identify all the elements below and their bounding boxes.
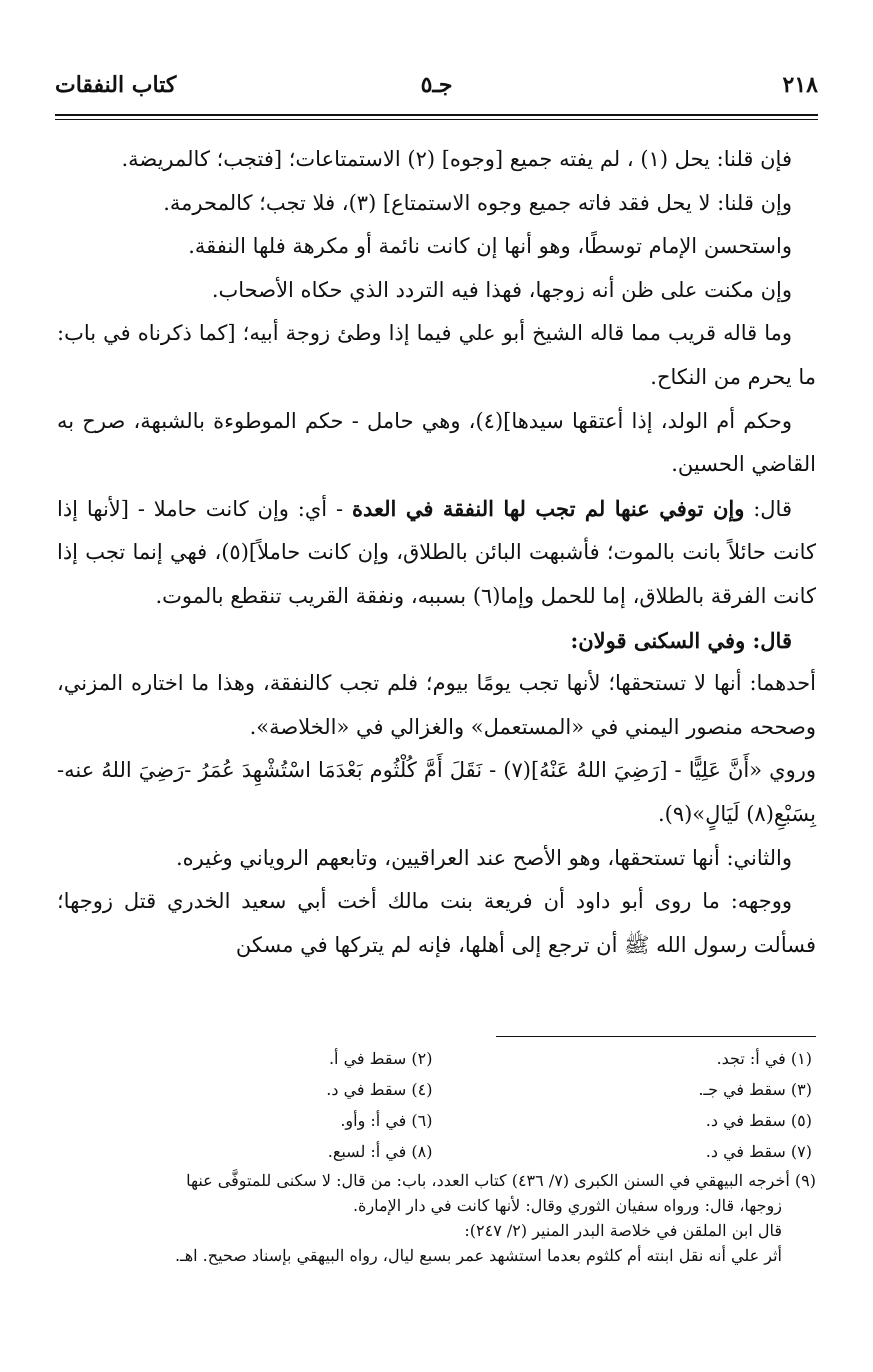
header-rule-thick <box>55 114 818 116</box>
footnotes <box>57 1044 816 1268</box>
main-text <box>57 138 816 967</box>
footnote: (٧) سقط في د. <box>705 1142 812 1161</box>
footnote-separator <box>496 1036 816 1037</box>
paragraph: وإن مكنت على ظن أنه زوجها، فهذا فيه التردد الذي حكاه الأصحاب. <box>211 277 792 302</box>
footnote: (١) في أ: تجد. <box>716 1049 812 1068</box>
footnote-line: (٩) أخرجه البيهقي في السنن الكبرى (٧/ ٤٣٦) كتاب العدد، باب: من قال: لا سكنى للمتوفَّى عنها <box>186 1171 816 1190</box>
footnote-long <box>57 1168 816 1268</box>
paragraph: وما قاله قريب مما قاله الشيخ أبو علي فيما إذا وطئ زوجة أبيه؛ [كما ذكرناه في باب: ما يحرم من النكاح. <box>57 321 816 389</box>
header-rule-thin <box>55 119 818 120</box>
page-number: ٢١٨ <box>782 72 818 98</box>
paragraph-matn <box>57 487 816 619</box>
paragraph: ووجهه: ما روى أبو داود أن فريعة بنت مالك أخت أبي سعيد الخدري قتل زوجها؛ فسألت رسول الله ﷺ أن ترجع إلى أهلها، فإنه لم يتركها في مسكن <box>57 889 816 957</box>
matn-commentary: - أي: وإن كانت حاملا - [لأنها إذا كانت حائلاً بانت بالموت؛ فأشبهت البائن بالطلاق، وإن كانت حاملاً](٥)، فهي إنما تجب إذا كانت الفرقة بالطلاق، إما للحمل وإما(٦) بسببه، ونفقة القريب تنقطع بالموت. <box>57 496 816 608</box>
footnote-line: أثر علي أنه نقل ابنته أم كلثوم بعدما استشهد عمر بسبع ليال، رواه البيهقي بإسناد صحيح. اهـ. <box>174 1246 782 1265</box>
footnote: (٦) في أ: وأو. <box>340 1111 433 1130</box>
paragraph: وحكم أم الولد، إذا أعتقها سيدها](٤)، وهي حامل - حكم الموطوءة بالشبهة، صرح به القاضي الحسين. <box>57 408 816 477</box>
footnote: (٤) سقط في د. <box>326 1080 433 1099</box>
footnote-line: قال ابن الملقن في خلاصة البدر المنير (٢/ ٢٤٧): <box>464 1221 782 1240</box>
paragraph: والثاني: أنها تستحقها، وهو الأصح عند العراقيين، وتابعهم الروياني وغيره. <box>175 845 792 870</box>
footnote: (٨) في أ: لسبع. <box>327 1142 433 1161</box>
paragraph-matn: قال: وفي السكنى قولان: <box>570 627 792 653</box>
footnote: (٢) سقط في أ. <box>328 1049 433 1068</box>
paragraph: واستحسن الإمام توسطًا، وهو أنها إن كانت نائمة أو مكرهة فلها النفقة. <box>188 234 792 259</box>
matn-prefix: قال: <box>744 496 792 521</box>
paragraph: أحدهما: أنها لا تستحقها؛ لأنها تجب يومًا بيوم؛ فلم تجب كالنفقة، وهذا ما اختاره المزني، وصححه منصور اليمني في «المستعمل» والغزالي في «الخلاصة». <box>57 671 816 739</box>
footnote: (٥) سقط في د. <box>705 1111 812 1130</box>
page-header <box>55 72 818 112</box>
paragraph: فإن قلنا: يحل (١) ، لم يفته جميع [وجوه] (٢) الاستمتاعات؛ [فتجب؛ كالمريضة. <box>121 147 792 171</box>
footnote: (٣) سقط في جـ. <box>698 1080 812 1099</box>
paragraph-hadith: وروي «أَنَّ عَلِيًّا - [رَضِيَ اللهُ عَنْهُ](٧) - نَقَلَ أَمَّ كُلْثُوم بَعْدَمَا اسْتُشْهِدَ عُمَرُ -رَضِيَ اللهُ عنه- بِسَبْعِ(٨) لَيَالٍ»(٩). <box>57 758 816 826</box>
volume-label: جـ٥ <box>420 72 453 98</box>
book-title: كتاب النفقات <box>55 72 177 98</box>
matn-bold: وإن توفي عنها لم تجب لها النفقة في العدة <box>351 495 745 521</box>
footnote-line: زوجها، قال: ورواه سفيان الثوري وقال: لأنها كانت في دار الإمارة. <box>352 1196 782 1215</box>
paragraph: وإن قلنا: لا يحل فقد فاته جميع وجوه الاستمتاع] (٣)، فلا تجب؛ كالمحرمة. <box>163 190 792 215</box>
